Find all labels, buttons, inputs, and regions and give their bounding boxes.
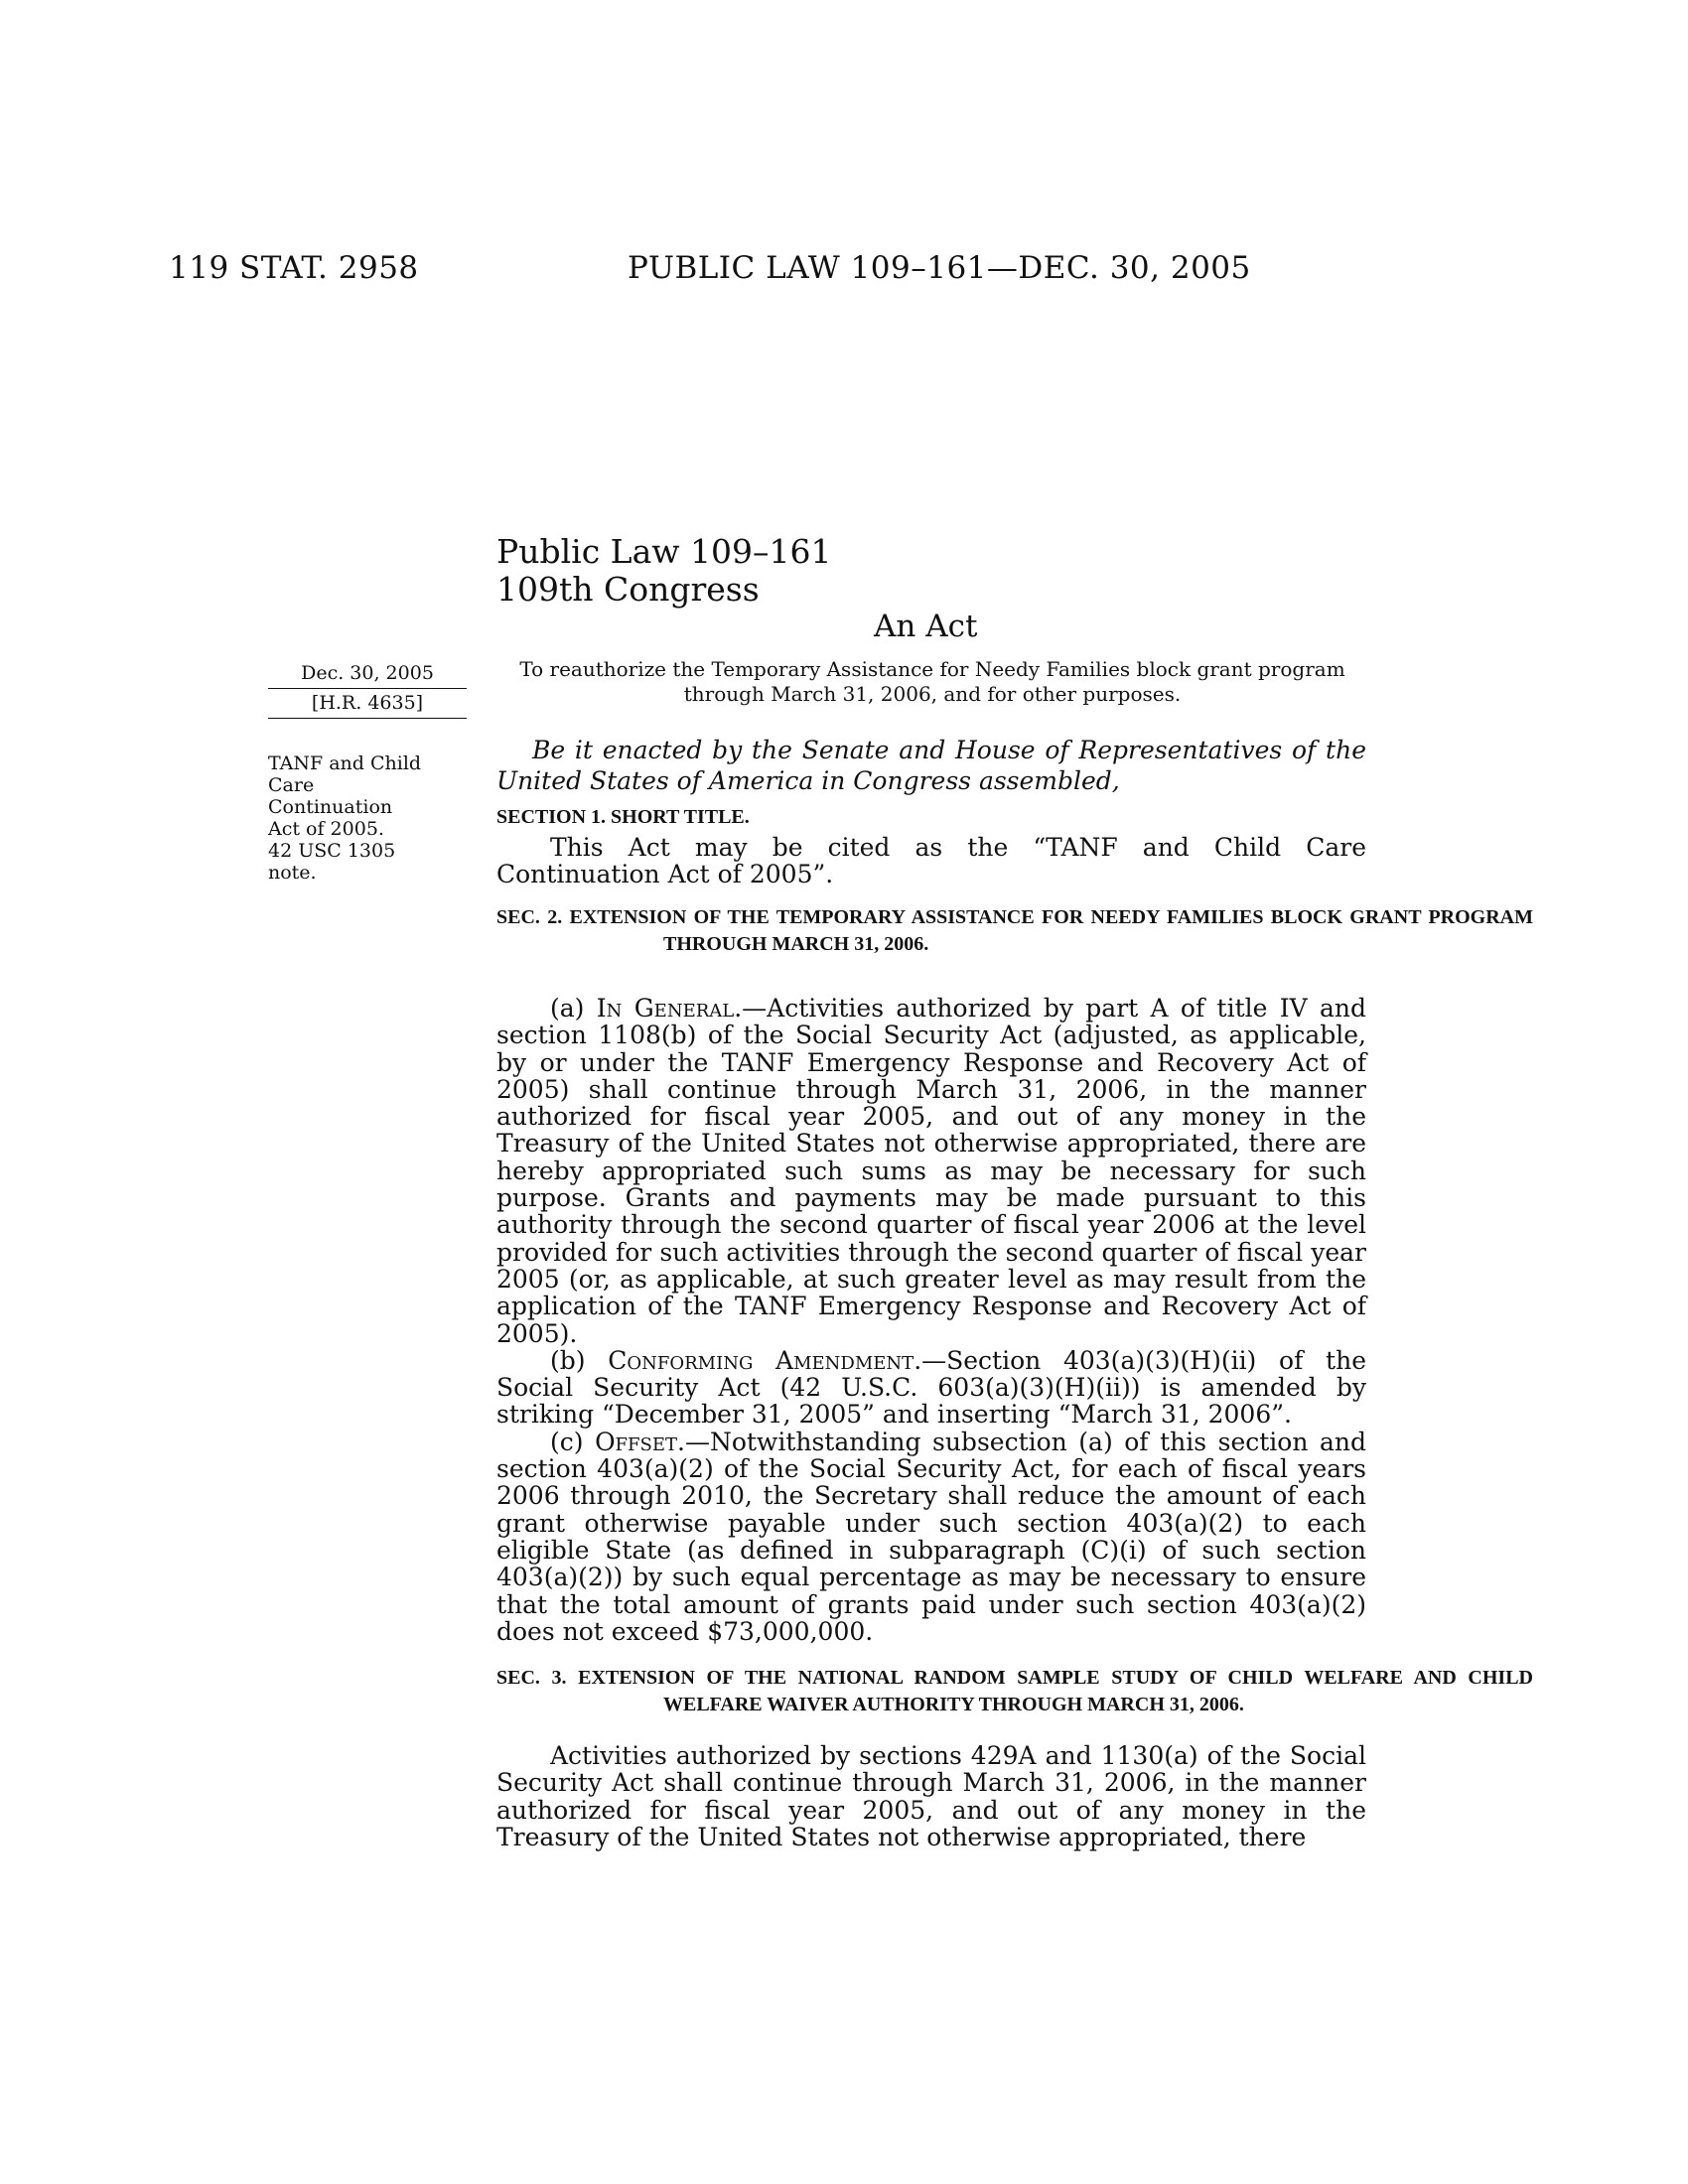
enacting-clause (496, 735, 1366, 796)
margin-note-line: Care (268, 774, 315, 796)
section-2-heading: SEC. 2. EXTENSION OF THE TEMPORARY ASSISTANCE FOR NEEDY FAMILIES BLOCK GRANT PROGRAM THROUGH MARCH 31, 2006. (496, 906, 1533, 955)
subsection-a-caption: In General (596, 994, 735, 1023)
subsection-c: (c) Offset.—Notwithstanding subsection (a) of this section and section 403(a)(2) of the Social Security Act, for each of fiscal years 2006 through 2010, the Secretary shall reduce the amount of each grant otherwise payable under such section 403(a)(2) to each eligible State (as defined in subparagraph (C)(i) of such section 403(a)(2)) by such equal percentage as may be necessary to ensure that the total amount of grants paid under such section 403(a)(2) does not exceed $73,000,000. (496, 1427, 1366, 1646)
margin-note-line: Continuation (268, 796, 393, 818)
law-title-block (496, 533, 831, 609)
margin-note (268, 752, 467, 884)
margin-note-line: Act of 2005. (268, 818, 384, 840)
section-3-text: Activities authorized by sections 429A and 1130(a) of the Social Security Act shall continue through March 31, 2006, in the manner authorized for fiscal year 2005, and out of any money in the Treasury of the United States not otherwise appropriated, there (496, 1741, 1366, 1851)
margin-bill-number: [H.R. 4635] (268, 692, 467, 719)
stat-page-number: 119 STAT. 2958 (169, 250, 419, 286)
running-title: PUBLIC LAW 109–161—DEC. 30, 2005 (628, 250, 1251, 286)
section-2-body (496, 995, 1366, 1645)
section-3-body (496, 1742, 1366, 1850)
section-1-text: This Act may be cited as the “TANF and Child Care Continuation Act of 2005”. (496, 833, 1366, 889)
congress: 109th Congress (496, 570, 760, 609)
law-number: Public Law 109–161 (496, 532, 832, 571)
subsection-c-caption: Offset (595, 1427, 678, 1456)
purpose-line: through March 31, 2006, and for other purposes. (683, 682, 1182, 706)
margin-note-line: note. (268, 862, 317, 884)
subsection-a: (a) In General.—Activities authorized by part A of title IV and section 1108(b) of the Social Security Act (adjusted, as applicable, by or under the TANF Emergency Response and Recovery Act of 2005) shall continue through March 31, 2006, in the manner authorized for fiscal year 2005, and out of any money in the Treasury of the United States not otherwise appropriated, there are hereby appropriated such sums as may be necessary for such purpose. Grants and payments may be made pursuant to this authority through the second quarter of fiscal year 2006 at the level provided for such activities through the second quarter of fiscal year 2005 (or, as applicable, at such greater level as may result from the application of the TANF Emergency Response and Recovery Act of 2005). (496, 994, 1367, 1348)
act-purpose (514, 657, 1350, 707)
margin-date: Dec. 30, 2005 (268, 662, 467, 689)
section-3-heading: SEC. 3. EXTENSION OF THE NATIONAL RANDOM SAMPLE STUDY OF CHILD WELFARE AND CHILD WELFARE WAIVER AUTHORITY THROUGH MARCH 31, 2006. (496, 1667, 1533, 1715)
section-1-heading: SECTION 1. SHORT TITLE. (496, 806, 750, 828)
margin-note-line: TANF and Child (268, 752, 422, 774)
purpose-line: To reauthorize the Temporary Assistance for Needy Families block grant program (519, 657, 1345, 681)
an-act-heading: An Act (874, 609, 978, 644)
margin-note-line: 42 USC 1305 (268, 840, 396, 862)
enacting-text: Be it enacted by the Senate and House of Representatives of the United States of America in Congress assembled, (496, 736, 1366, 795)
subsection-b: (b) Conforming Amendment.—Section 403(a)(3)(H)(ii) of the Social Security Act (42 U.S.C. 603(a)(3)(H)(ii)) is amended by striking “December 31, 2005” and inserting “March 31, 2006”. (496, 1345, 1366, 1430)
subsection-b-caption: Conforming Amendment (608, 1345, 914, 1375)
section-1-body (496, 834, 1366, 888)
